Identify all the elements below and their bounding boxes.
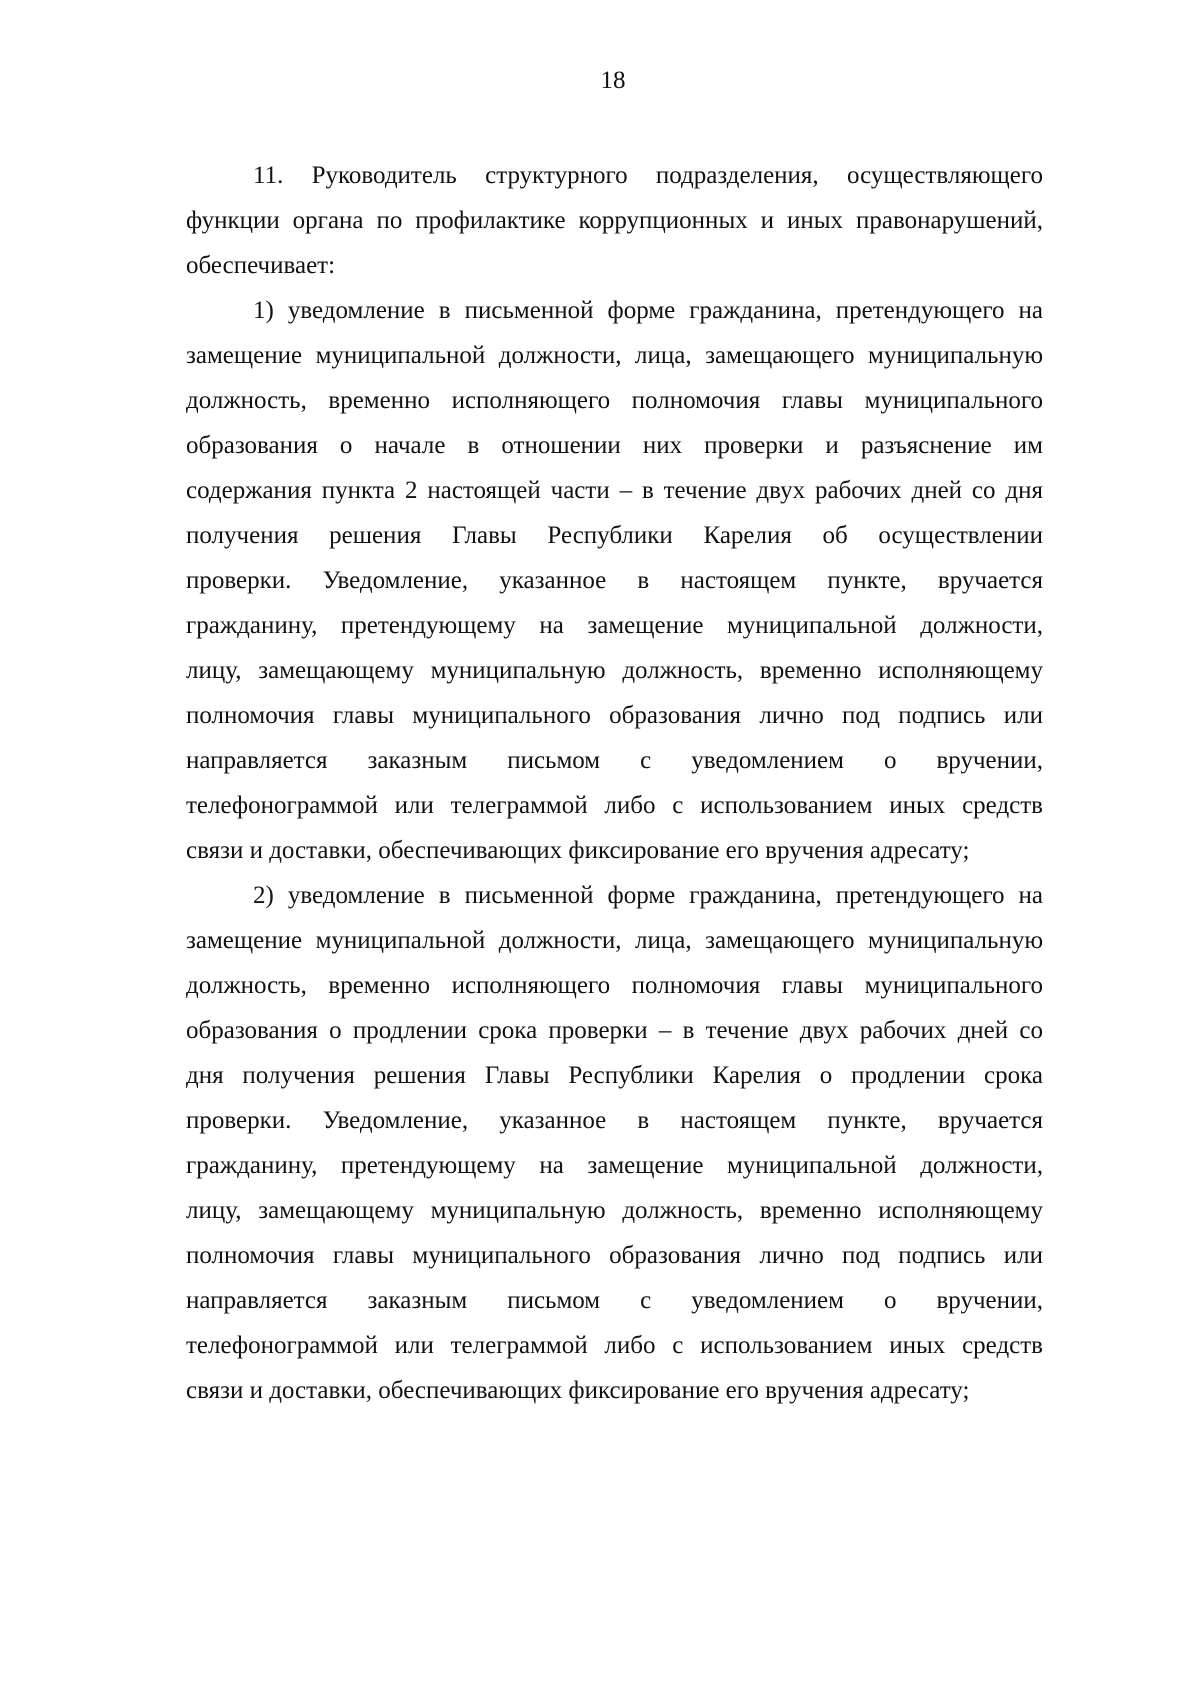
paragraph <box>186 288 1043 873</box>
text-line: лицу, замещающему муниципальную должность, временно исполняющему <box>186 1197 1043 1224</box>
document-body <box>186 153 1043 1413</box>
text-line: телефонограммой или телеграммой либо с использованием иных средств <box>186 792 1043 819</box>
text-line: образования о начале в отношении них проверки и разъяснение им <box>186 432 1043 459</box>
text-line: проверки. Уведомление, указанное в настоящем пункте, вручается <box>186 1107 1043 1134</box>
paragraph <box>186 873 1043 1413</box>
text-line: полномочия главы муниципального образования лично под подпись или <box>186 702 1043 729</box>
text-line: связи и доставки, обеспечивающих фиксирование его вручения адресату; <box>186 837 970 864</box>
text-line: получения решения Главы Республики Карелия об осуществлении <box>186 522 1043 549</box>
text-line: замещение муниципальной должности, лица, замещающего муниципальную <box>186 927 1043 954</box>
text-line: полномочия главы муниципального образования лично под подпись или <box>186 1242 1043 1269</box>
text-line: замещение муниципальной должности, лица, замещающего муниципальную <box>186 342 1043 369</box>
text-line: проверки. Уведомление, указанное в настоящем пункте, вручается <box>186 567 1043 594</box>
text-line: направляется заказным письмом с уведомлением о вручении, <box>186 1287 1043 1314</box>
text-line: дня получения решения Главы Республики Карелия о продлении срока <box>186 1062 1043 1089</box>
text-line: должность, временно исполняющего полномочия главы муниципального <box>186 972 1043 999</box>
text-line: должность, временно исполняющего полномочия главы муниципального <box>186 387 1043 414</box>
text-line: содержания пункта 2 настоящей части – в течение двух рабочих дней со дня <box>186 477 1043 504</box>
text-line: телефонограммой или телеграммой либо с использованием иных средств <box>186 1332 1043 1359</box>
text-line: функции органа по профилактике коррупционных и иных правонарушений, <box>186 207 1043 234</box>
text-line: 2) уведомление в письменной форме гражданина, претендующего на <box>253 882 1043 909</box>
paragraph <box>186 153 1043 288</box>
page-number: 18 <box>600 67 626 94</box>
text-line: обеспечивает: <box>186 252 336 279</box>
text-line: направляется заказным письмом с уведомлением о вручении, <box>186 747 1043 774</box>
text-line: 11. Руководитель структурного подразделения, осуществляющего <box>253 162 1043 189</box>
text-line: лицу, замещающему муниципальную должность, временно исполняющему <box>186 657 1043 684</box>
text-line: 1) уведомление в письменной форме гражданина, претендующего на <box>253 297 1043 324</box>
text-line: гражданину, претендующему на замещение муниципальной должности, <box>186 1152 1043 1179</box>
text-line: связи и доставки, обеспечивающих фиксирование его вручения адресату; <box>186 1377 970 1404</box>
text-line: гражданину, претендующему на замещение муниципальной должности, <box>186 612 1043 639</box>
text-line: образования о продлении срока проверки – в течение двух рабочих дней со <box>186 1017 1043 1044</box>
